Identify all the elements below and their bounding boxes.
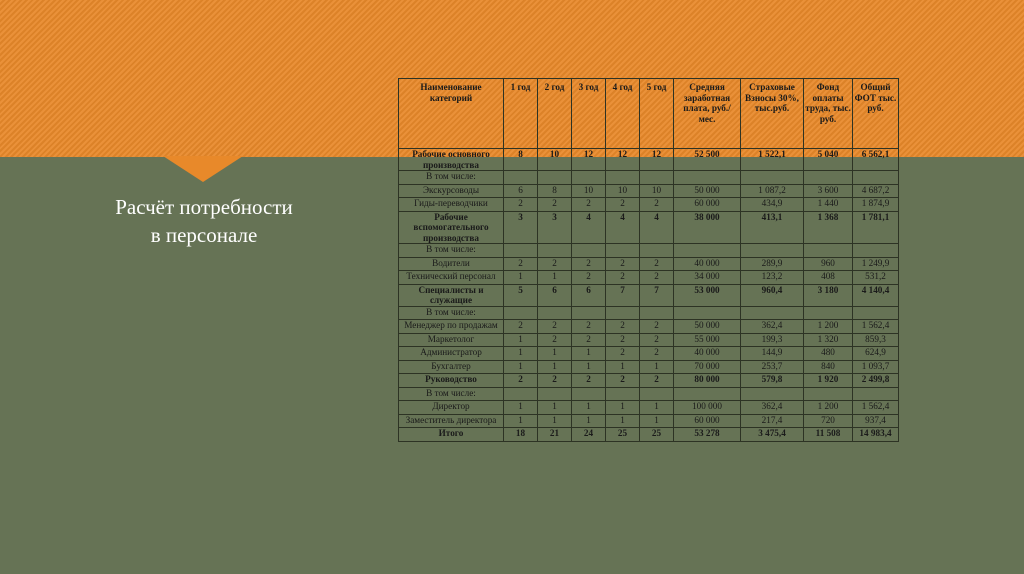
table-row — [399, 271, 899, 285]
value-cell — [853, 306, 899, 320]
value-cell — [804, 171, 853, 185]
category-cell: Рабочие основного производства — [399, 149, 504, 171]
value-cell — [538, 244, 572, 258]
value-cell: 413,1 — [741, 211, 804, 244]
staffing-table — [398, 78, 899, 442]
slide-title: Расчёт потребности в персонале — [115, 195, 293, 247]
table-row — [399, 414, 899, 428]
category-cell: В том числе: — [399, 387, 504, 401]
value-cell: 2 — [606, 347, 640, 361]
value-cell: 2 — [640, 374, 674, 388]
value-cell: 1 — [538, 414, 572, 428]
category-cell: В том числе: — [399, 306, 504, 320]
value-cell: 2 — [640, 347, 674, 361]
value-cell: 4 — [572, 211, 606, 244]
table-row — [399, 198, 899, 212]
value-cell: 1 — [504, 360, 538, 374]
value-cell: 24 — [572, 428, 606, 442]
value-cell — [741, 171, 804, 185]
header-cell: Фонд оплаты труда, тыс. руб. — [804, 79, 853, 149]
value-cell: 8 — [538, 184, 572, 198]
value-cell: 2 — [538, 320, 572, 334]
value-cell: 2 — [504, 198, 538, 212]
value-cell: 2 — [538, 374, 572, 388]
value-cell: 1 — [504, 333, 538, 347]
category-cell: Менеджер по продажам — [399, 320, 504, 334]
table-row — [399, 360, 899, 374]
value-cell: 1 320 — [804, 333, 853, 347]
value-cell: 10 — [640, 184, 674, 198]
value-cell — [606, 244, 640, 258]
value-cell: 840 — [804, 360, 853, 374]
value-cell: 434,9 — [741, 198, 804, 212]
value-cell: 960,4 — [741, 284, 804, 306]
value-cell: 1 522,1 — [741, 149, 804, 171]
header-cell: Средняя заработная плата, руб./мес. — [674, 79, 741, 149]
value-cell: 100 000 — [674, 401, 741, 415]
value-cell — [853, 387, 899, 401]
value-cell: 1 781,1 — [853, 211, 899, 244]
category-cell: Рабочие вспомогательного производства — [399, 211, 504, 244]
value-cell — [853, 171, 899, 185]
value-cell: 1 — [606, 414, 640, 428]
staff-table-container — [398, 78, 899, 442]
value-cell: 60 000 — [674, 198, 741, 212]
table-row — [399, 374, 899, 388]
value-cell: 53 000 — [674, 284, 741, 306]
value-cell: 1 — [640, 414, 674, 428]
table-row — [399, 211, 899, 244]
value-cell: 2 — [640, 320, 674, 334]
value-cell: 34 000 — [674, 271, 741, 285]
table-row — [399, 347, 899, 361]
value-cell: 2 — [504, 374, 538, 388]
value-cell: 7 — [640, 284, 674, 306]
value-cell: 1 — [504, 414, 538, 428]
value-cell: 2 — [606, 333, 640, 347]
value-cell — [640, 171, 674, 185]
value-cell: 11 508 — [804, 428, 853, 442]
value-cell: 2 — [640, 271, 674, 285]
category-cell: В том числе: — [399, 171, 504, 185]
category-cell: Гиды-переводчики — [399, 198, 504, 212]
value-cell: 80 000 — [674, 374, 741, 388]
value-cell: 2 — [572, 271, 606, 285]
header-notch — [163, 156, 243, 182]
value-cell: 40 000 — [674, 257, 741, 271]
value-cell: 25 — [640, 428, 674, 442]
category-cell: В том числе: — [399, 244, 504, 258]
table-row — [399, 333, 899, 347]
header-cell: 2 год — [538, 79, 572, 149]
value-cell: 1 — [538, 401, 572, 415]
value-cell: 1 874,9 — [853, 198, 899, 212]
header-cell: 1 год — [504, 79, 538, 149]
value-cell — [674, 244, 741, 258]
value-cell: 10 — [572, 184, 606, 198]
value-cell — [640, 387, 674, 401]
value-cell — [804, 306, 853, 320]
header-cell: 3 год — [572, 79, 606, 149]
value-cell — [572, 387, 606, 401]
value-cell: 4 687,2 — [853, 184, 899, 198]
value-cell: 2 — [640, 198, 674, 212]
value-cell: 2 — [572, 333, 606, 347]
value-cell: 18 — [504, 428, 538, 442]
value-cell: 7 — [606, 284, 640, 306]
value-cell: 25 — [606, 428, 640, 442]
value-cell: 50 000 — [674, 184, 741, 198]
value-cell — [674, 306, 741, 320]
value-cell: 289,9 — [741, 257, 804, 271]
value-cell: 1 562,4 — [853, 320, 899, 334]
value-cell: 3 180 — [804, 284, 853, 306]
value-cell: 60 000 — [674, 414, 741, 428]
value-cell: 8 — [504, 149, 538, 171]
value-cell: 1 200 — [804, 320, 853, 334]
value-cell — [572, 244, 606, 258]
value-cell: 10 — [606, 184, 640, 198]
value-cell — [606, 387, 640, 401]
value-cell: 12 — [572, 149, 606, 171]
value-cell: 1 — [572, 360, 606, 374]
category-cell: Итого — [399, 428, 504, 442]
value-cell — [504, 306, 538, 320]
value-cell: 6 — [504, 184, 538, 198]
value-cell: 3 — [538, 211, 572, 244]
value-cell — [504, 171, 538, 185]
value-cell: 720 — [804, 414, 853, 428]
value-cell: 2 — [538, 257, 572, 271]
value-cell: 70 000 — [674, 360, 741, 374]
table-row — [399, 284, 899, 306]
value-cell: 1 200 — [804, 401, 853, 415]
value-cell: 2 — [572, 198, 606, 212]
value-cell: 362,4 — [741, 320, 804, 334]
value-cell: 12 — [640, 149, 674, 171]
table-body — [399, 149, 899, 442]
value-cell: 6 562,1 — [853, 149, 899, 171]
table-row — [399, 320, 899, 334]
value-cell: 5 040 — [804, 149, 853, 171]
value-cell — [674, 387, 741, 401]
value-cell — [504, 387, 538, 401]
header-row — [399, 79, 899, 149]
value-cell: 3 475,4 — [741, 428, 804, 442]
value-cell: 2 — [606, 198, 640, 212]
category-cell: Специалисты и служащие — [399, 284, 504, 306]
value-cell — [674, 171, 741, 185]
value-cell — [538, 387, 572, 401]
category-cell: Руководство — [399, 374, 504, 388]
value-cell: 1 — [572, 347, 606, 361]
value-cell: 531,2 — [853, 271, 899, 285]
value-cell: 1 — [538, 347, 572, 361]
value-cell: 1 — [504, 347, 538, 361]
value-cell: 2 — [606, 320, 640, 334]
value-cell: 960 — [804, 257, 853, 271]
value-cell: 2 — [572, 374, 606, 388]
value-cell: 1 087,2 — [741, 184, 804, 198]
value-cell: 2 — [606, 271, 640, 285]
value-cell: 1 368 — [804, 211, 853, 244]
table-row — [399, 428, 899, 442]
value-cell: 53 278 — [674, 428, 741, 442]
value-cell: 6 — [538, 284, 572, 306]
value-cell: 40 000 — [674, 347, 741, 361]
value-cell: 1 920 — [804, 374, 853, 388]
value-cell: 1 — [504, 271, 538, 285]
value-cell: 3 — [504, 211, 538, 244]
value-cell — [572, 306, 606, 320]
value-cell: 362,4 — [741, 401, 804, 415]
value-cell — [572, 171, 606, 185]
value-cell: 859,3 — [853, 333, 899, 347]
value-cell — [741, 244, 804, 258]
value-cell: 123,2 — [741, 271, 804, 285]
value-cell: 10 — [538, 149, 572, 171]
value-cell: 4 — [606, 211, 640, 244]
value-cell: 1 093,7 — [853, 360, 899, 374]
category-cell: Администратор — [399, 347, 504, 361]
value-cell — [606, 171, 640, 185]
value-cell: 2 — [572, 320, 606, 334]
header-cell: Наименование категорий — [399, 79, 504, 149]
table-row — [399, 257, 899, 271]
value-cell — [804, 244, 853, 258]
value-cell: 2 499,8 — [853, 374, 899, 388]
table-row — [399, 244, 899, 258]
table-row — [399, 387, 899, 401]
table-row — [399, 184, 899, 198]
value-cell: 1 249,9 — [853, 257, 899, 271]
value-cell: 4 — [640, 211, 674, 244]
value-cell: 1 — [606, 401, 640, 415]
value-cell: 1 — [504, 401, 538, 415]
category-cell: Технический персонал — [399, 271, 504, 285]
value-cell: 2 — [640, 257, 674, 271]
header-cell: 4 год — [606, 79, 640, 149]
value-cell — [606, 306, 640, 320]
value-cell: 2 — [504, 320, 538, 334]
value-cell: 199,3 — [741, 333, 804, 347]
value-cell: 253,7 — [741, 360, 804, 374]
value-cell: 1 — [606, 360, 640, 374]
value-cell: 55 000 — [674, 333, 741, 347]
category-cell: Заместитель директора — [399, 414, 504, 428]
category-cell: Бухгалтер — [399, 360, 504, 374]
value-cell: 5 — [504, 284, 538, 306]
value-cell: 2 — [538, 333, 572, 347]
value-cell — [640, 306, 674, 320]
value-cell: 4 140,4 — [853, 284, 899, 306]
value-cell: 480 — [804, 347, 853, 361]
value-cell — [804, 387, 853, 401]
table-row — [399, 171, 899, 185]
category-cell: Экскурсоводы — [399, 184, 504, 198]
value-cell — [741, 387, 804, 401]
table-row — [399, 401, 899, 415]
table-row — [399, 149, 899, 171]
table-row — [399, 306, 899, 320]
value-cell: 52 500 — [674, 149, 741, 171]
value-cell: 12 — [606, 149, 640, 171]
value-cell: 38 000 — [674, 211, 741, 244]
value-cell: 6 — [572, 284, 606, 306]
value-cell: 2 — [606, 257, 640, 271]
value-cell: 3 600 — [804, 184, 853, 198]
value-cell: 937,4 — [853, 414, 899, 428]
value-cell — [640, 244, 674, 258]
value-cell: 1 562,4 — [853, 401, 899, 415]
value-cell: 1 — [640, 401, 674, 415]
value-cell — [741, 306, 804, 320]
value-cell: 2 — [538, 198, 572, 212]
value-cell: 1 — [572, 401, 606, 415]
header-cell: Страховые Взносы 30%, тыс.руб. — [741, 79, 804, 149]
category-cell: Директор — [399, 401, 504, 415]
value-cell: 579,8 — [741, 374, 804, 388]
value-cell — [538, 171, 572, 185]
value-cell: 2 — [572, 257, 606, 271]
value-cell: 50 000 — [674, 320, 741, 334]
header-cell: 5 год — [640, 79, 674, 149]
category-cell: Маркетолог — [399, 333, 504, 347]
category-cell: Водители — [399, 257, 504, 271]
value-cell: 21 — [538, 428, 572, 442]
value-cell — [504, 244, 538, 258]
value-cell: 2 — [504, 257, 538, 271]
value-cell: 624,9 — [853, 347, 899, 361]
header-cell: Общий ФОТ тыс. руб. — [853, 79, 899, 149]
value-cell: 1 — [538, 360, 572, 374]
value-cell — [538, 306, 572, 320]
value-cell: 1 — [640, 360, 674, 374]
value-cell: 2 — [640, 333, 674, 347]
value-cell: 14 983,4 — [853, 428, 899, 442]
value-cell: 1 — [572, 414, 606, 428]
value-cell — [853, 244, 899, 258]
value-cell: 217,4 — [741, 414, 804, 428]
value-cell: 408 — [804, 271, 853, 285]
value-cell: 2 — [606, 374, 640, 388]
value-cell: 1 — [538, 271, 572, 285]
value-cell: 1 440 — [804, 198, 853, 212]
value-cell: 144,9 — [741, 347, 804, 361]
